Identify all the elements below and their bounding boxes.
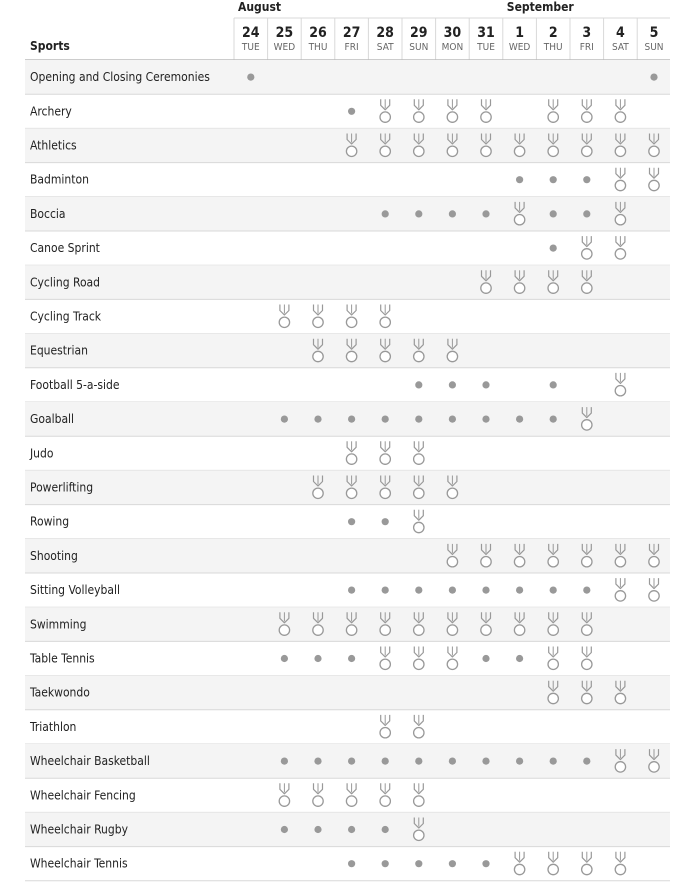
competition-dot: [415, 860, 422, 867]
medal-disc: [380, 317, 390, 327]
medal-icon: [346, 783, 356, 806]
medal-disc: [447, 146, 457, 156]
competition-dot: [449, 381, 456, 388]
competition-dot: [449, 587, 456, 594]
medal-disc: [414, 625, 424, 635]
day-weekday: MON: [441, 42, 464, 53]
medal-disc: [346, 488, 356, 498]
medal-disc: [380, 488, 390, 498]
medal-disc: [380, 625, 390, 635]
competition-dot: [382, 826, 389, 833]
medal-disc: [279, 796, 289, 806]
medal-disc: [414, 830, 424, 840]
competition-dot: [281, 758, 288, 765]
competition-dot: [550, 758, 557, 765]
medal-icon: [649, 578, 659, 601]
medal-disc: [279, 625, 289, 635]
competition-dot: [550, 416, 557, 423]
medal-disc: [615, 591, 625, 601]
medal-disc: [514, 864, 524, 874]
competition-dot: [382, 758, 389, 765]
medal-icon: [481, 99, 491, 122]
medal-disc: [414, 728, 424, 738]
day-number: 5: [649, 25, 659, 41]
competition-dot: [281, 655, 288, 662]
sport-label: Judo: [30, 446, 54, 461]
competition-dot: [314, 826, 321, 833]
medal-disc: [481, 112, 491, 122]
sport-label: Sitting Volleyball: [30, 583, 120, 598]
medal-disc: [414, 488, 424, 498]
medal-disc: [649, 591, 659, 601]
medal-disc: [481, 146, 491, 156]
row-background: [25, 676, 670, 710]
medal-disc: [615, 215, 625, 225]
competition-dot: [650, 74, 657, 81]
medal-disc: [414, 351, 424, 361]
medal-disc: [582, 146, 592, 156]
sport-label: Wheelchair Fencing: [30, 788, 136, 803]
competition-dot: [550, 587, 557, 594]
competition-dot: [482, 758, 489, 765]
day-number: 29: [410, 25, 428, 41]
row-background: [25, 197, 670, 231]
sport-label: Wheelchair Tennis: [30, 856, 128, 871]
sport-label: Swimming: [30, 617, 87, 632]
medal-disc: [548, 693, 558, 703]
sport-label: Canoe Sprint: [30, 241, 100, 256]
row-background: [25, 265, 670, 299]
competition-dot: [382, 860, 389, 867]
medal-disc: [346, 351, 356, 361]
medal-icon: [313, 783, 323, 806]
medal-disc: [313, 488, 323, 498]
medal-disc: [582, 249, 592, 259]
medal-icon: [548, 647, 558, 670]
medal-disc: [380, 112, 390, 122]
sport-label: Opening and Closing Ceremonies: [30, 70, 210, 85]
sport-label: Equestrian: [30, 343, 88, 358]
medal-disc: [615, 864, 625, 874]
medal-disc: [649, 146, 659, 156]
medal-disc: [414, 112, 424, 122]
medal-disc: [414, 659, 424, 669]
medal-disc: [548, 557, 558, 567]
medal-icon: [582, 647, 592, 670]
medal-icon: [582, 236, 592, 259]
medal-icon: [615, 852, 625, 875]
medal-icon: [447, 647, 457, 670]
medal-icon: [414, 510, 424, 533]
sport-label: Cycling Road: [30, 275, 101, 290]
competition-dot: [314, 416, 321, 423]
competition-dot: [482, 587, 489, 594]
competition-dot: [583, 758, 590, 765]
medal-disc: [615, 180, 625, 190]
sports-column-header: Sports: [30, 39, 70, 53]
day-weekday: SAT: [376, 42, 394, 53]
day-number: 26: [309, 25, 327, 41]
competition-dot: [449, 860, 456, 867]
medal-disc: [481, 625, 491, 635]
medal-icon: [582, 852, 592, 875]
competition-dot: [415, 381, 422, 388]
day-weekday: SAT: [612, 42, 629, 53]
competition-dot: [348, 860, 355, 867]
medal-disc: [548, 625, 558, 635]
medal-icon: [514, 852, 524, 875]
medal-icon: [313, 305, 323, 328]
medal-icon: [615, 578, 625, 601]
medal-disc: [380, 796, 390, 806]
medal-disc: [649, 557, 659, 567]
competition-dot: [449, 210, 456, 217]
medal-icon: [615, 99, 625, 122]
competition-dot: [415, 587, 422, 594]
medal-disc: [548, 659, 558, 669]
day-number: 1: [515, 25, 524, 41]
day-number: 25: [275, 25, 294, 41]
competition-dot: [348, 108, 355, 115]
medal-disc: [649, 180, 659, 190]
medal-icon: [380, 715, 390, 738]
medal-icon: [346, 441, 356, 464]
competition-dot: [482, 210, 489, 217]
medal-disc: [313, 317, 323, 327]
medal-disc: [346, 625, 356, 635]
medal-disc: [380, 351, 390, 361]
month-label: September: [506, 0, 574, 14]
competition-dot: [382, 587, 389, 594]
competition-dot: [482, 416, 489, 423]
medal-disc: [481, 283, 491, 293]
day-weekday: TUE: [477, 42, 495, 53]
sport-label: Boccia: [30, 206, 66, 221]
medal-icon: [649, 168, 659, 191]
day-weekday: SUN: [409, 42, 429, 53]
competition-dot: [314, 655, 321, 662]
competition-dot: [482, 655, 489, 662]
medal-icon: [548, 99, 558, 122]
row-background: [25, 539, 670, 573]
medal-disc: [514, 146, 524, 156]
competition-dot: [550, 381, 557, 388]
medal-icon: [279, 783, 289, 806]
sport-label: Athletics: [30, 138, 77, 153]
competition-dot: [382, 210, 389, 217]
medal-icon: [346, 305, 356, 328]
day-number: 28: [376, 25, 394, 41]
medal-disc: [582, 659, 592, 669]
medal-disc: [447, 557, 457, 567]
day-weekday: SUN: [644, 42, 664, 53]
sport-label: Rowing: [30, 514, 70, 529]
row-background: [25, 402, 670, 436]
medal-disc: [447, 625, 457, 635]
sport-label: Wheelchair Basketball: [30, 754, 150, 769]
day-number: 4: [616, 25, 625, 41]
sport-label: Powerlifting: [30, 480, 94, 495]
sport-label: Wheelchair Rugby: [30, 822, 128, 837]
sport-label: Cycling Track: [30, 309, 102, 324]
medal-icon: [414, 647, 424, 670]
medal-disc: [615, 386, 625, 396]
day-number: 24: [242, 25, 260, 41]
medal-icon: [615, 373, 625, 396]
medal-icon: [380, 647, 390, 670]
medal-disc: [548, 112, 558, 122]
sport-label: Football 5-a-side: [30, 377, 120, 392]
medal-disc: [548, 146, 558, 156]
medal-icon: [615, 168, 625, 191]
competition-dot: [348, 826, 355, 833]
medal-disc: [582, 283, 592, 293]
medal-disc: [615, 249, 625, 259]
medal-disc: [514, 283, 524, 293]
sport-label: Badminton: [30, 172, 89, 187]
medal-disc: [313, 625, 323, 635]
medal-disc: [582, 625, 592, 635]
medal-disc: [447, 351, 457, 361]
medal-disc: [380, 146, 390, 156]
day-number: 3: [582, 25, 592, 41]
medal-disc: [582, 112, 592, 122]
medal-icon: [615, 236, 625, 259]
medal-disc: [548, 864, 558, 874]
month-label: August: [238, 0, 282, 14]
competition-dot: [348, 655, 355, 662]
competition-dot: [382, 518, 389, 525]
medal-icon: [414, 783, 424, 806]
medal-disc: [582, 864, 592, 874]
medal-disc: [414, 146, 424, 156]
medal-icon: [447, 99, 457, 122]
day-weekday: THU: [543, 42, 563, 53]
competition-dot: [348, 587, 355, 594]
sport-label: Shooting: [30, 548, 78, 563]
medal-icon: [548, 852, 558, 875]
competition-dot: [550, 176, 557, 183]
medal-icon: [380, 99, 390, 122]
competition-dot: [281, 416, 288, 423]
medal-disc: [447, 659, 457, 669]
medal-icon: [414, 441, 424, 464]
medal-disc: [414, 796, 424, 806]
medal-disc: [649, 762, 659, 772]
medal-disc: [481, 557, 491, 567]
medal-disc: [346, 796, 356, 806]
competition-dot: [583, 210, 590, 217]
medal-disc: [615, 146, 625, 156]
medal-disc: [615, 112, 625, 122]
medal-disc: [279, 317, 289, 327]
medal-disc: [380, 659, 390, 669]
medal-icon: [380, 305, 390, 328]
competition-dot: [314, 758, 321, 765]
medal-icon: [582, 99, 592, 122]
competition-dot: [247, 74, 254, 81]
day-weekday: TUE: [241, 42, 260, 53]
medal-disc: [313, 796, 323, 806]
medal-disc: [514, 625, 524, 635]
medal-disc: [514, 215, 524, 225]
competition-dot: [281, 826, 288, 833]
medal-disc: [548, 283, 558, 293]
day-weekday: WED: [273, 42, 296, 53]
day-weekday: FRI: [579, 42, 594, 53]
medal-disc: [380, 454, 390, 464]
day-number: 30: [443, 25, 462, 41]
sport-label: Goalball: [30, 412, 75, 427]
medal-disc: [414, 454, 424, 464]
medal-disc: [414, 522, 424, 532]
day-weekday: FRI: [344, 42, 359, 53]
sport-label: Archery: [30, 104, 72, 119]
medal-disc: [346, 146, 356, 156]
medal-icon: [414, 99, 424, 122]
medal-disc: [346, 317, 356, 327]
medal-disc: [615, 693, 625, 703]
medal-disc: [615, 557, 625, 567]
sport-label: Triathlon: [30, 719, 77, 734]
day-number: 2: [548, 25, 558, 41]
competition-dot: [482, 381, 489, 388]
medal-icon: [414, 715, 424, 738]
day-weekday: THU: [308, 42, 328, 53]
competition-dot: [382, 416, 389, 423]
sport-label: Table Tennis: [30, 651, 95, 666]
medal-disc: [313, 351, 323, 361]
medal-icon: [380, 441, 390, 464]
competition-dot: [550, 245, 557, 252]
competition-dot: [449, 758, 456, 765]
medal-disc: [447, 488, 457, 498]
medal-icon: [380, 783, 390, 806]
medal-disc: [380, 728, 390, 738]
medal-disc: [346, 454, 356, 464]
competition-dot: [516, 176, 523, 183]
competition-dot: [415, 416, 422, 423]
competition-dot: [550, 210, 557, 217]
day-number: 27: [342, 25, 361, 41]
medal-disc: [514, 557, 524, 567]
competition-dot: [583, 176, 590, 183]
competition-dot: [415, 758, 422, 765]
medal-disc: [582, 693, 592, 703]
sport-label: Taekwondo: [30, 685, 90, 700]
competition-dot: [516, 758, 523, 765]
day-number: 31: [477, 25, 495, 41]
competition-dot: [449, 416, 456, 423]
medal-disc: [615, 762, 625, 772]
medal-disc: [582, 420, 592, 430]
medal-disc: [447, 112, 457, 122]
competition-dot: [516, 587, 523, 594]
competition-dot: [348, 518, 355, 525]
competition-dot: [482, 860, 489, 867]
competition-dot: [583, 587, 590, 594]
medal-disc: [582, 557, 592, 567]
competition-dot: [348, 758, 355, 765]
competition-dot: [516, 655, 523, 662]
competition-dot: [348, 416, 355, 423]
competition-dot: [415, 210, 422, 217]
medal-icon: [279, 305, 289, 328]
competition-dot: [516, 416, 523, 423]
day-weekday: WED: [508, 42, 531, 53]
